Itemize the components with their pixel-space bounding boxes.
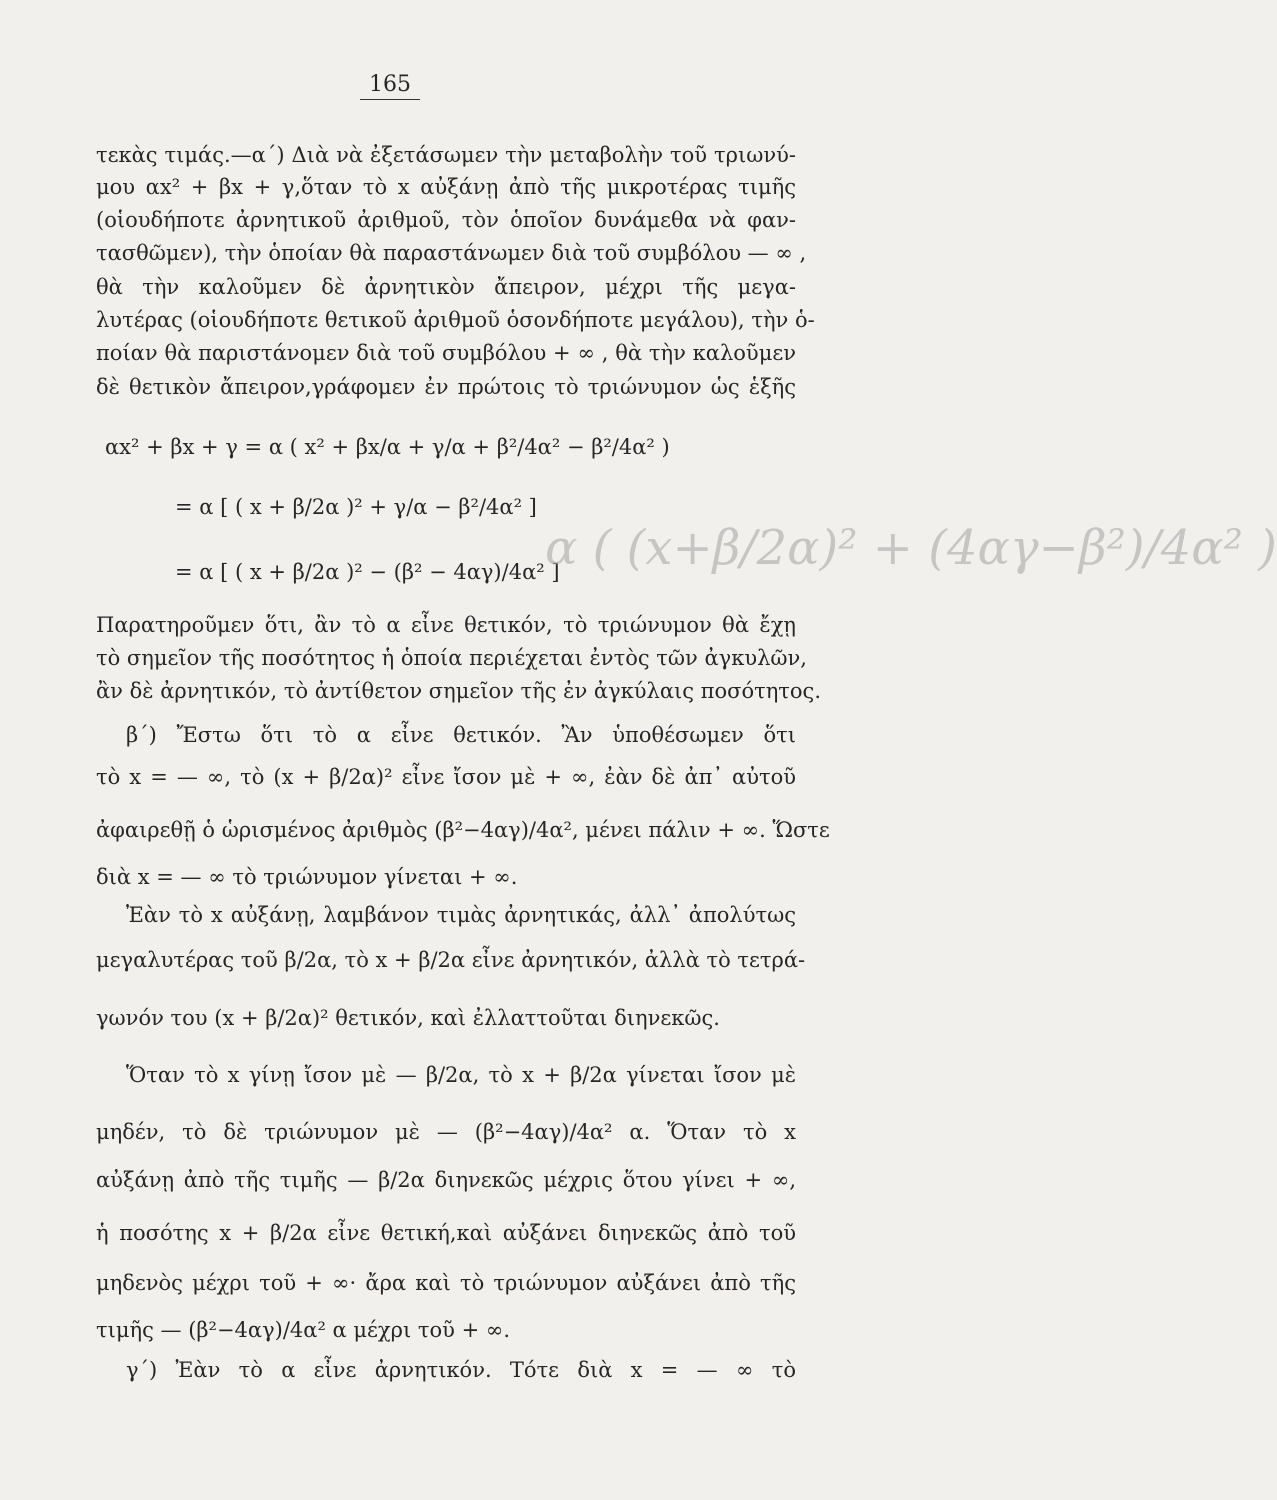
text-line: τιμῆς — (β²−4αγ)/4α² α μέχρι τοῦ + ∞. <box>96 1318 511 1342</box>
text-line: διὰ x = — ∞ τὸ τριώνυμον γίνεται + ∞. <box>96 865 518 889</box>
text-line: δὲ θετικὸν ἄπειρον,γράφομεν ἐν πρώτοις τὸ τριώνυμον ὡς ἑξῆς <box>96 375 796 399</box>
text-line: μηδέν, τὸ δὲ τριώνυμον μὲ — (β²−4αγ)/4α² α. Ὅταν τὸ x <box>96 1120 796 1144</box>
text-line: θὰ τὴν καλοῦμεν δὲ ἀρνητικὸν ἄπειρον, μέχρι τῆς μεγα- <box>96 275 796 299</box>
text-line: ἂν δὲ ἀρνητικόν, τὸ ἀντίθετον σημεῖον τῆς ἐν ἀγκύλαις ποσότητος. <box>96 679 821 703</box>
text-line: Παρατηροῦμεν ὅτι, ἂν τὸ α εἶνε θετικόν, τὸ τριώνυμον θὰ ἔχῃ <box>96 613 796 637</box>
text-line: μου αx² + βx + γ,ὅταν τὸ x αὐξάνῃ ἀπὸ τῆς μικροτέρας τιμῆς <box>96 175 796 199</box>
text-line: Ἐὰν τὸ x αὐξάνῃ, λαμβάνον τιμὰς ἀρνητικάς, ἀλλ᾽ ἀπολύτως <box>126 903 796 927</box>
text-line: λυτέρας (οἱουδήποτε θετικοῦ ἀριθμοῦ ὁσονδήποτε μεγάλου), τὴν ὁ- <box>96 308 815 332</box>
text-line: αὐξάνῃ ἀπὸ τῆς τιμῆς — β/2α διηνεκῶς μέχρις ὅτου γίνει + ∞, <box>96 1168 796 1192</box>
text-line: ἡ ποσότης x + β/2α εἶνε θετική,καὶ αὐξάνει διηνεκῶς ἀπὸ τοῦ <box>96 1221 796 1245</box>
text-line: γ΄) Ἐὰν τὸ α εἶνε ἀρνητικόν. Τότε διὰ x = — ∞ τὸ <box>126 1358 796 1382</box>
text-line: μεγαλυτέρας τοῦ β/2α, τὸ x + β/2α εἶνε ἀρνητικόν, ἀλλὰ τὸ τετρά- <box>96 948 806 972</box>
pencil-margin-note: α ( (x+β/2α)² + (4αγ−β²)/4α² ) <box>545 520 1277 576</box>
page-number: 165 <box>360 72 420 100</box>
text-line: ἀφαιρεθῇ ὁ ὡρισμένος ἀριθμὸς (β²−4αγ)/4α², μένει πάλιν + ∞. Ὥστε <box>96 818 830 842</box>
equation-1: αx² + βx + γ = α ( x² + βx/α + γ/α + β²/4α² − β²/4α² ) <box>105 435 670 459</box>
text-line: γωνόν του (x + β/2α)² θετικόν, καὶ ἐλλαττοῦται διηνεκῶς. <box>96 1006 720 1030</box>
text-line: Ὅταν τὸ x γίνῃ ἴσον μὲ — β/2α, τὸ x + β/2α γίνεται ἴσον μὲ <box>126 1063 796 1087</box>
text-line: τεκὰς τιμάς.—α΄) Διὰ νὰ ἐξετάσωμεν τὴν μεταβολὴν τοῦ τριωνύ- <box>96 143 796 167</box>
text-line: τὸ x = — ∞, τὸ (x + β/2α)² εἶνε ἴσον μὲ + ∞, ἐὰν δὲ ἀπ᾽ αὐτοῦ <box>96 765 796 789</box>
text-line: ποίαν θὰ παριστάνομεν διὰ τοῦ συμβόλου + ∞ , θὰ τὴν καλοῦμεν <box>96 341 796 365</box>
equation-2: = α [ ( x + β/2α )² + γ/α − β²/4α² ] <box>175 495 537 519</box>
text-line: β΄) Ἔστω ὅτι τὸ α εἶνε θετικόν. Ἂν ὑποθέσωμεν ὅτι <box>126 723 796 747</box>
equation-3: = α [ ( x + β/2α )² − (β² − 4αγ)/4α² ] <box>175 560 560 584</box>
text-line: τασθῶμεν), τὴν ὁποίαν θὰ παραστάνωμεν διὰ τοῦ συμβόλου — ∞ , <box>96 241 807 265</box>
text-line: (οἱουδήποτε ἀρνητικοῦ ἀριθμοῦ, τὸν ὁποῖον δυνάμεθα νὰ φαν- <box>96 208 796 232</box>
text-line: μηδενὸς μέχρι τοῦ + ∞· ἄρα καὶ τὸ τριώνυμον αὐξάνει ἀπὸ τῆς <box>96 1271 796 1295</box>
text-line: τὸ σημεῖον τῆς ποσότητος ἡ ὁποία περιέχεται ἐντὸς τῶν ἀγκυλῶν, <box>96 646 807 670</box>
